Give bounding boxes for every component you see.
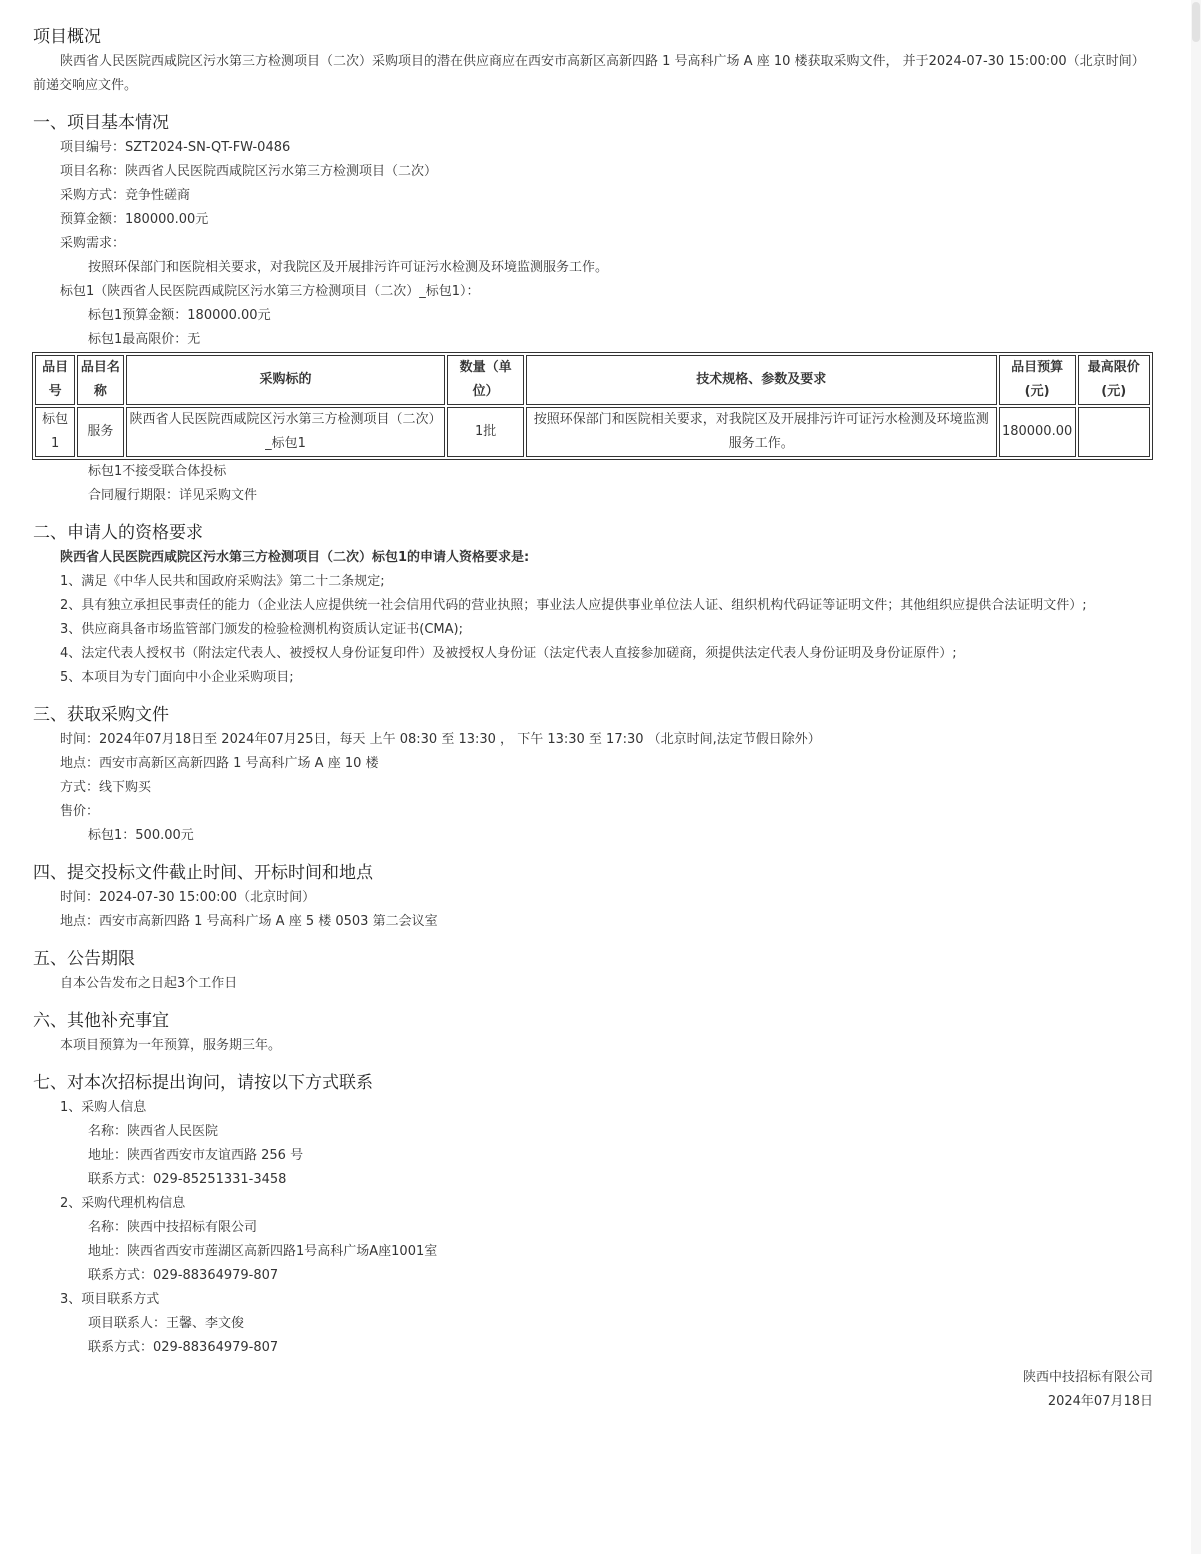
project-contact-phone: 联系方式：029-88364979-807 (88, 1340, 279, 1355)
qualification-item-2: 2、具有独立承担民事责任的能力（企业法人应提供统一社会信用代码的营业执照；事业法人应提供事业单位法人证、组织机构代码证等证明文件；其他组织应提供合法证明文件）; (60, 598, 1087, 613)
signature-company: 陕西中技招标有限公司 (1022, 1370, 1153, 1385)
buyer-title: 1、采购人信息 (60, 1100, 147, 1115)
project-contact-person: 项目联系人：王馨、李文俊 (88, 1316, 245, 1331)
cell-quantity: 1批 (447, 407, 523, 457)
notice-document (33, 24, 1153, 1414)
header-spec: 技术规格、参数及要求 (526, 355, 997, 405)
signature-date: 2024年07月18日 (1047, 1394, 1153, 1409)
scrollbar-track[interactable] (1191, 0, 1201, 1554)
table-row (35, 407, 1150, 457)
doc-method: 方式：线下购买 (60, 780, 152, 795)
supplementary-text: 本项目预算为一年预算，服务期三年。 (60, 1038, 282, 1053)
doc-time: 时间：2024年07月18日至 2024年07月25日，每天 上午 08:30 至 13:30 ， 下午 13:30 至 17:30 （北京时间,法定节假日除外） (60, 732, 821, 747)
lot-title: 标包1（陕西省人民医院西咸院区污水第三方检测项目（二次）_标包1）： (60, 284, 480, 299)
agency-address: 地址：陕西省西安市莲湖区高新四路1号高科广场A座1001室 (88, 1244, 438, 1259)
demand-label: 采购需求： (60, 236, 126, 251)
project-contact-title: 3、项目联系方式 (60, 1292, 160, 1307)
section6-title: 六、其他补充事宜 (33, 1011, 169, 1031)
notice-period: 自本公告发布之日起3个工作日 (60, 976, 238, 991)
header-quantity: 数量（单位） (447, 355, 523, 405)
table-header-row (35, 355, 1150, 405)
cell-subject: 陕西省人民医院西咸院区污水第三方检测项目（二次）_标包1 (126, 407, 446, 457)
budget-amount: 预算金额：180000.00元 (60, 212, 209, 227)
qualification-item-5: 5、本项目为专门面向中小企业采购项目; (60, 670, 294, 685)
qualification-item-4: 4、法定代表人授权书（附法定代表人、被授权人身份证复印件）及被授权人身份证（法定代表人直接参加磋商，须提供法定代表人身份证明及身份证原件）; (60, 646, 957, 661)
cell-item-name: 服务 (77, 407, 123, 457)
header-item-name: 品目名称 (77, 355, 123, 405)
cell-item-no: 标包1 (35, 407, 75, 457)
section2-title: 二、申请人的资格要求 (33, 523, 203, 543)
section4-title: 四、提交投标文件截止时间、开标时间和地点 (33, 863, 373, 883)
buyer-contact: 联系方式：029-85251331-3458 (88, 1172, 287, 1187)
section5-title: 五、公告期限 (33, 949, 135, 969)
deadline-place: 地点：西安市高新四路 1 号高科广场 A 座 5 楼 0503 第二会议室 (60, 914, 438, 929)
cell-spec: 按照环保部门和医院相关要求，对我院区及开展排污许可证污水检测及环境监测服务工作。 (526, 407, 997, 457)
section7-title: 七、对本次招标提出询问，请按以下方式联系 (33, 1073, 373, 1093)
buyer-name: 名称：陕西省人民医院 (88, 1124, 219, 1139)
cell-max-price (1078, 407, 1151, 457)
header-budget: 品目预算(元) (999, 355, 1076, 405)
lot-budget: 标包1预算金额：180000.00元 (88, 308, 271, 323)
header-subject: 采购标的 (126, 355, 446, 405)
agency-title: 2、采购代理机构信息 (60, 1196, 186, 1211)
consortium-note: 标包1不接受联合体投标 (88, 464, 227, 479)
section3-title: 三、获取采购文件 (33, 705, 169, 725)
agency-name: 名称：陕西中技招标有限公司 (88, 1220, 258, 1235)
contract-period: 合同履行期限：详见采购文件 (88, 488, 258, 503)
overview-text: 陕西省人民医院西咸院区污水第三方检测项目（二次）采购项目的潜在供应商应在西安市高新区高新四路 1 号高科广场 A 座 10 楼获取采购文件， 并于2024-07-30 15:00:00（北京时间）前递交响应文件。 (33, 54, 1145, 93)
doc-price: 标包1：500.00元 (88, 828, 194, 843)
project-number: 项目编号：SZT2024-SN-QT-FW-0486 (60, 140, 291, 155)
header-max-price: 最高限价(元) (1078, 355, 1151, 405)
demand-text: 按照环保部门和医院相关要求，对我院区及开展排污许可证污水检测及环境监测服务工作。 (88, 260, 609, 275)
items-table (32, 352, 1153, 460)
agency-contact: 联系方式：029-88364979-807 (88, 1268, 279, 1283)
doc-place: 地点：西安市高新区高新四路 1 号高科广场 A 座 10 楼 (60, 756, 379, 771)
qualification-item-3: 3、供应商具备市场监管部门颁发的检验检测机构资质认定证书(CMA); (60, 622, 463, 637)
qualification-lead: 陕西省人民医院西咸院区污水第三方检测项目（二次）标包1的申请人资格要求是: (60, 550, 530, 565)
cell-budget: 180000.00 (999, 407, 1076, 457)
buyer-address: 地址：陕西省西安市友谊西路 256 号 (88, 1148, 304, 1163)
lot-max-price: 标包1最高限价：无 (88, 332, 201, 347)
scrollbar-thumb[interactable] (1192, 2, 1200, 42)
project-name: 项目名称：陕西省人民医院西咸院区污水第三方检测项目（二次） (60, 164, 438, 179)
qualification-item-1: 1、满足《中华人民共和国政府采购法》第二十二条规定; (60, 574, 385, 589)
deadline-time: 时间：2024-07-30 15:00:00（北京时间） (60, 890, 316, 905)
overview-title: 项目概况 (33, 27, 101, 47)
doc-price-label: 售价： (60, 804, 100, 819)
section1-title: 一、项目基本情况 (33, 113, 169, 133)
procurement-method: 采购方式：竞争性磋商 (60, 188, 191, 203)
header-item-no: 品目号 (35, 355, 75, 405)
